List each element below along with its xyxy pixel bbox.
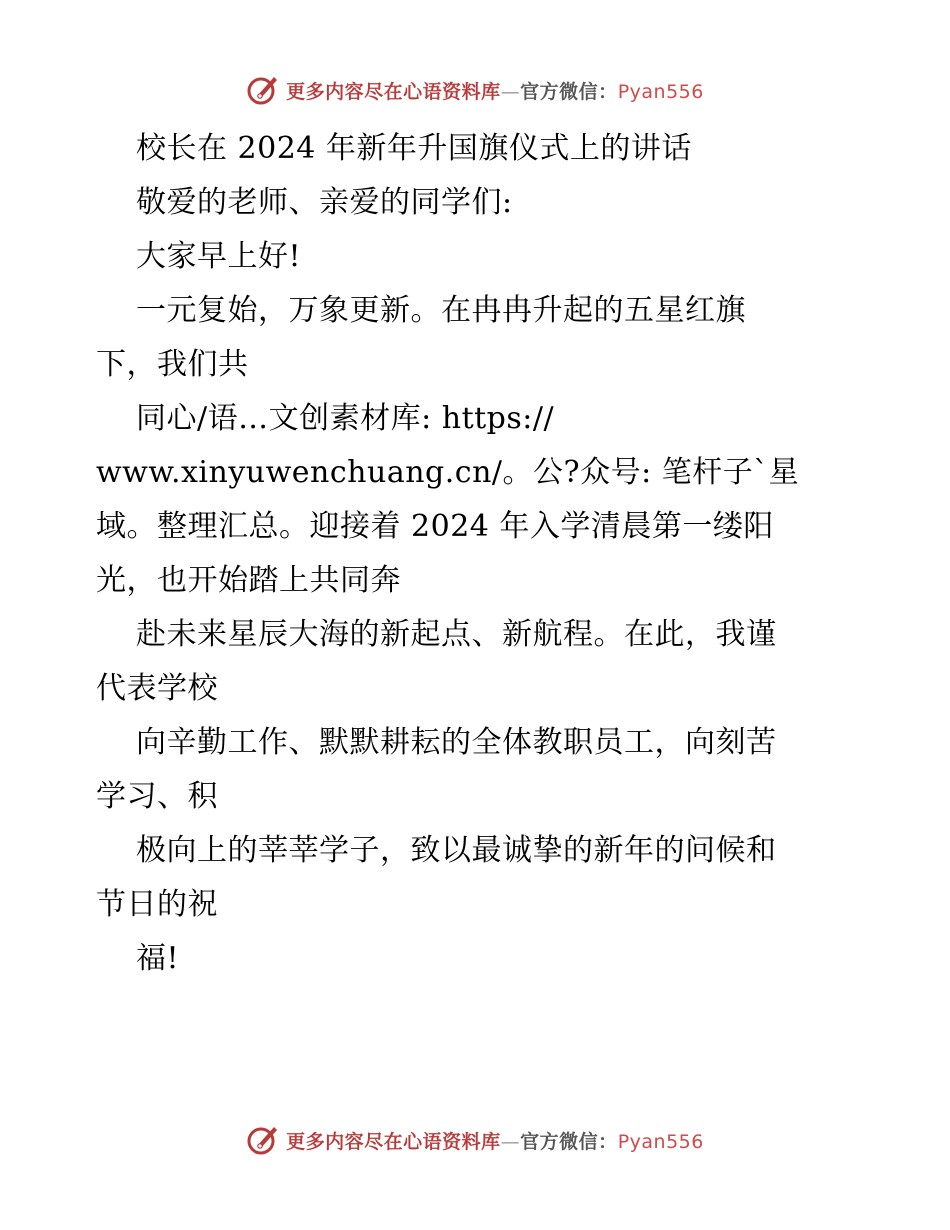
banner-wechat-label: 官方微信： bbox=[520, 1130, 618, 1153]
doc-line: 向辛勤工作、默默耕耘的全体教职员工，向刻苦 bbox=[136, 725, 777, 760]
banner-separator: — bbox=[500, 1130, 521, 1153]
document-body bbox=[96, 122, 866, 986]
banner-separator: — bbox=[500, 80, 521, 103]
banner-wechat-id: Pyan556 bbox=[617, 1130, 704, 1153]
doc-line: 下，我们共 bbox=[96, 347, 249, 382]
banner-text bbox=[286, 1127, 704, 1154]
banner-wechat-label: 官方微信： bbox=[520, 80, 618, 103]
doc-line: 光，也开始踏上共同奔 bbox=[96, 563, 401, 598]
doc-salutation: 敬爱的老师、亲爱的同学们: bbox=[136, 185, 513, 220]
doc-line: 赴未来星辰大海的新起点、新航程。在此，我谨 bbox=[136, 617, 777, 652]
banner-wechat-id: Pyan556 bbox=[617, 80, 704, 103]
doc-line: 一元复始，万象更新。在冉冉升起的五星红旗 bbox=[136, 293, 746, 328]
doc-line: 节日的祝 bbox=[96, 887, 218, 922]
header-banner bbox=[0, 70, 950, 110]
doc-line: www.xinyuwenchuang.cn/。公?众号: 笔杆子`星 bbox=[96, 455, 800, 490]
doc-line: 学习、积 bbox=[96, 779, 218, 814]
doc-line: 同心/语…文创素材库: https:// bbox=[136, 401, 555, 436]
doc-greeting: 大家早上好! bbox=[136, 239, 302, 274]
doc-title: 校长在 2024 年新年升国旗仪式上的讲话 bbox=[136, 131, 692, 166]
doc-line: 代表学校 bbox=[96, 671, 218, 706]
pen-nib-logo-icon bbox=[246, 73, 280, 107]
pen-nib-logo-icon bbox=[246, 1123, 280, 1157]
footer-banner bbox=[0, 1120, 950, 1160]
banner-brand: 更多内容尽在心语资料库 bbox=[286, 1130, 501, 1153]
doc-line: 极向上的莘莘学子，致以最诚挚的新年的问候和 bbox=[136, 833, 777, 868]
doc-line: 域。整理汇总。迎接着 2024 年入学清晨第一缕阳 bbox=[96, 509, 774, 544]
banner-text bbox=[286, 77, 704, 104]
doc-line: 福! bbox=[136, 941, 180, 976]
banner-brand: 更多内容尽在心语资料库 bbox=[286, 80, 501, 103]
